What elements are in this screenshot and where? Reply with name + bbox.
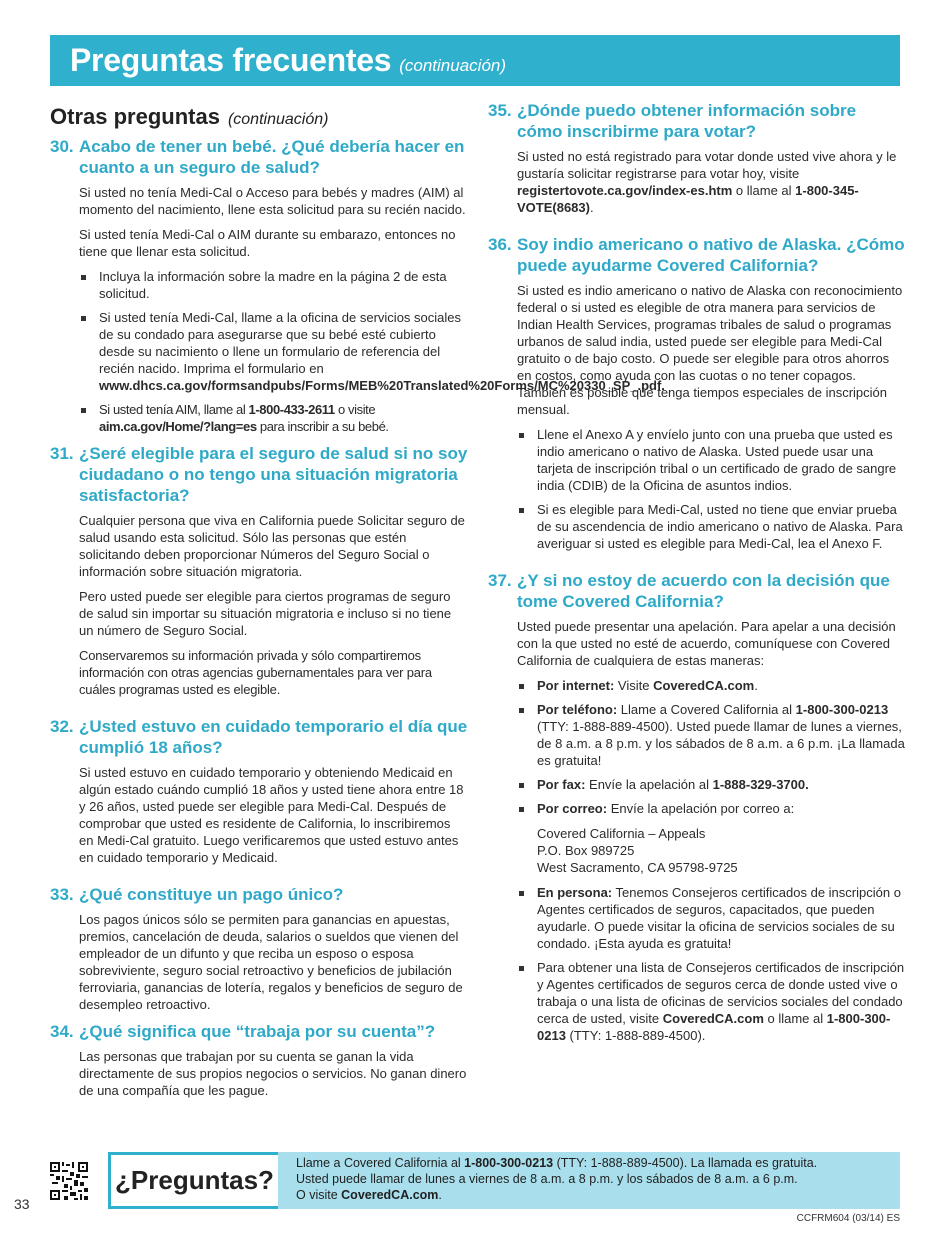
list-item: Para obtener una lista de Consejeros certificados de inscripción y Agentes certificados de seguros cerca de donde usted vive o trabaja o una lista de oficinas de servicios sociales del condado cerca de usted, visite CoveredCA.com o llame al 1-800-300-0213 (TTY: 1-888-889-4500). (517, 959, 906, 1044)
question-32-title: 32. ¿Usted estuvo en cuidado temporario el día que cumplió 18 años? (50, 717, 468, 757)
question-36-title: 36. Soy indio americano o nativo de Alaska. ¿Cómo puede ayudarme Covered California? (488, 235, 905, 275)
page-title: Preguntas frecuentes (70, 42, 392, 78)
question-31-title: 31. ¿Seré elegible para el seguro de salud si no soy ciudadano o no tengo una situación migratoria satisfactoria? (50, 444, 468, 505)
list-item: Por teléfono: Llame a Covered California al 1-800-300-0213 (TTY: 1-888-889-4500). Usted puede llamar de lunes a viernes, de 8 a.m. a 8 p.m. y los sábados de 8 a.m. a 6 p.m. ¡La llamada es gratuita! (517, 701, 906, 769)
list-item: Incluya la información sobre la madre en la página 2 de esta solicitud. (79, 268, 468, 302)
contact-bar: Llame a Covered California al 1-800-300-0213 (TTY: 1-888-889-4500). La llamada es gratuita. Usted puede llamar de lunes a viernes de 8 a.m. a 8 p.m. y los sábados de 8 a.m. a 6 p.m. O visite CoveredCA.com. (278, 1152, 900, 1209)
question-36-body: Si usted es indio americano o nativo de Alaska con reconocimiento federal o si usted es elegible de otra manera para servicios de Indian Health Services, programas tribales de salud o programas urbanos de salud india, usted puede ser elegible para Medi-Cal gratuito o de bajo costo. O puede ser elegible para otros ahorros en costos, como ayuda con las cuotas o no tener copagos. También es posible que tenga tiempos especiales de inscripción mensual. Llene el Anexo A y envíelo junto con una prueba que usted es indio americano o nativo de Alaska. Usted puede usar una tarjeta de inscripción tribal o un certificado de grado de sangre india (CDIB) de la Oficina de asuntos indios. Si es elegible para Medi-Cal, usted no tiene que enviar prueba de su ascendencia de indio americano o nativo de Alaska. Para averiguar si usted es elegible para Medi-Cal, lea el Anexo F. (517, 282, 906, 552)
question-34-title: 34. ¿Qué significa que “trabaja por su cuenta”? (50, 1022, 436, 1041)
mailing-address: Covered California – Appeals P.O. Box 989725 West Sacramento, CA 95798-9725 (537, 826, 738, 875)
question-32-body: Si usted estuvo en cuidado temporario y obteniendo Medicaid en algún estado cuándo cumplió 18 años y usted tiene ahora entre 18 y 26 años, usted puede ser elegible para Medi-Cal. Después de comprobar que usted es residente de California, lo inscribiremos en Medi-Cal gratuito. Luego verificaremos que usted estuvo antes en cuidado temporario y Medicaid. (79, 765, 464, 865)
question-35-title: 35. ¿Dónde puedo obtener información sobre cómo inscribirme para votar? (488, 101, 857, 141)
page-header (50, 35, 900, 86)
list-item: Si es elegible para Medi-Cal, usted no tiene que enviar prueba de su ascendencia de indio americano o nativo de Alaska. Para averiguar si usted es elegible para Medi-Cal, lea el Anexo F. (517, 501, 906, 552)
question-37-title: 37. ¿Y si no estoy de acuerdo con la decisión que tome Covered California? (488, 571, 890, 611)
right-column (488, 100, 906, 1052)
question-37-body: Usted puede presentar una apelación. Para apelar a una decisión con la que usted no esté de acuerdo, comuníquese con Covered California de cualquiera de estas maneras: Por internet: Visite CoveredCA.com. Por teléfono: Llame a Covered California al 1-800-300-0213 (TTY: 1-888-889-4500). Usted puede llamar de lunes a viernes, de 8 a.m. a 8 p.m. y los sábados de 8 a.m. a 6 p.m. ¡La llamada es gratuita! Por fax: Envíe la apelación al 1-888-329-3700. Por correo: Envíe la apelación por correo a: Covered California – Appeals P.O. Box 989725 West Sacramento, CA 95798-9725 En persona: Tenemos Consejeros certificados de inscripción o Agentes certificados de seguros, capacitados, que pueden ayudarle. O puede visitar la oficina de servicios sociales de su condado. ¡Esta ayuda es gratuita! Para obtener una lista de Consejeros certificados de inscripción y Agentes certificados de seguros cerca de donde usted vive o trabaja o una lista de oficinas de servicios sociales del condado cerca de usted, visite CoveredCA.com o llame al 1-800-300-0213 (TTY: 1-888-889-4500). (517, 619, 905, 1043)
qr-code-icon (50, 1162, 88, 1200)
section-title: Otras preguntas (continuación) (50, 104, 329, 129)
question-30-title: 30. Acabo de tener un bebé. ¿Qué debería hacer en cuanto a un seguro de salud? (50, 137, 465, 177)
list-item: Si usted tenía AIM, llame al 1-800-433-2611 o visite aim.ca.gov/Home/?lang=es para inscribir a su bebé. (79, 401, 468, 435)
list-item: Por fax: Envíe la apelación al 1-888-329-3700. (517, 776, 906, 793)
question-33-title: 33. ¿Qué constituye un pago único? (50, 885, 344, 904)
coveredca-link[interactable]: CoveredCA.com (662, 1011, 764, 1026)
question-34-body: Las personas que trabajan por su cuenta se ganan la vida directamente de sus propios negocios o servicios. No ganan dinero de una compañía que les pague. (79, 1049, 467, 1098)
dhcs-form-link[interactable]: www.dhcs.ca.gov/formsandpubs/Forms/MEB%20Translated%20Forms/MC%20330_SP_.pdf. (99, 378, 665, 393)
list-item: Llene el Anexo A y envíelo junto con una prueba que usted es indio americano o nativo de Alaska. Usted puede usar una tarjeta de inscripción tribal o un certificado de grado de sangre india (CDIB) de la Oficina de asuntos indios. (517, 426, 906, 494)
question-31-body: Cualquier persona que viva en California puede Solicitar seguro de salud usando esta solicitud. Sólo las personas que estén solicitando deben proporcionar Números del Seguro Social o información sobre situación migratoria. Pero usted puede ser elegible para ciertos programas de seguro de salud sin importar su situación migratoria e incluso si no tiene un número de Seguro Social. Conservaremos su información privada y sólo compartiremos información con otras agencias gubernamentales para ver para cuáles programas usted es elegible. (79, 513, 465, 697)
list-item: Por internet: Visite CoveredCA.com. (517, 677, 906, 694)
register-vote-link[interactable]: registertovote.ca.gov/index-es.htm (517, 183, 733, 198)
question-33-body: Los pagos únicos sólo se permiten para ganancias en apuestas, premios, cancelación de deuda, salarios o sueldos que vienen del empleador de un difunto y que reciba un esposo o esposa sobreviviente, seguro social retroactivo y beneficios de jubilación ferroviaria, ganancias de lotería, regalos y beneficios de seguro de desempleo retroactivo. (79, 912, 463, 1012)
coveredca-footer-link[interactable]: CoveredCA.com (341, 1188, 439, 1202)
page-number: 33 (14, 1196, 30, 1212)
question-30-body: Si usted no tenía Medi-Cal o Acceso para bebés y madres (AIM) al momento del nacimiento, llene esta solicitud para su recién nacido. Si usted tenía Medi-Cal o AIM durante su embarazo, entonces no tiene que llenar esta solicitud. Incluya la información sobre la madre en la página 2 de esta solicitud. Si usted tenía Medi-Cal, llame a la oficina de servicios sociales de su condado para asegurarse que su bebé esté cubierto desde su nacimiento o llene un formulario de referencia del recién nacido. Imprima el formulario en www.dhcs.ca.gov/formsandpubs/Forms/MEB%20Translated%20Forms/MC%20330_SP_.pdf. Si usted tenía AIM, llame al 1-800-433-2611 o visite aim.ca.gov/Home/?lang=es para inscribir a su bebé. (79, 185, 665, 434)
aim-link[interactable]: aim.ca.gov/Home/?lang=es (99, 419, 257, 434)
list-item: Si usted tenía Medi-Cal, llame a la oficina de servicios sociales de su condado para asegurarse que su bebé esté cubierto desde su nacimiento o llene un formulario de referencia del recién nacido. Imprima el formulario en www.dhcs.ca.gov/formsandpubs/Forms/MEB%20Translated%20Forms/MC%20330_SP_.pdf. (79, 309, 468, 394)
page-subtitle: (continuación) (399, 55, 507, 75)
form-id: CCFRM604 (03/14) ES (796, 1213, 900, 1224)
list-item: Por correo: Envíe la apelación por correo a: Covered California – Appeals P.O. Box 989725 West Sacramento, CA 95798-9725 (517, 800, 906, 876)
list-item: En persona: Tenemos Consejeros certificados de inscripción o Agentes certificados de seguros, capacitados, que pueden ayudarle. O puede visitar la oficina de servicios sociales de su condado. ¡Esta ayuda es gratuita! (517, 884, 906, 952)
questions-label: ¿Preguntas? (108, 1152, 278, 1209)
question-35-body: Si usted no está registrado para votar donde usted vive ahora y le gustaría solicitar registrarse para votar hoy, visite registertovote.ca.gov/index-es.htm o llame al 1-800-345-VOTE(8683). (517, 149, 897, 215)
coveredca-link[interactable]: CoveredCA.com (653, 678, 755, 693)
